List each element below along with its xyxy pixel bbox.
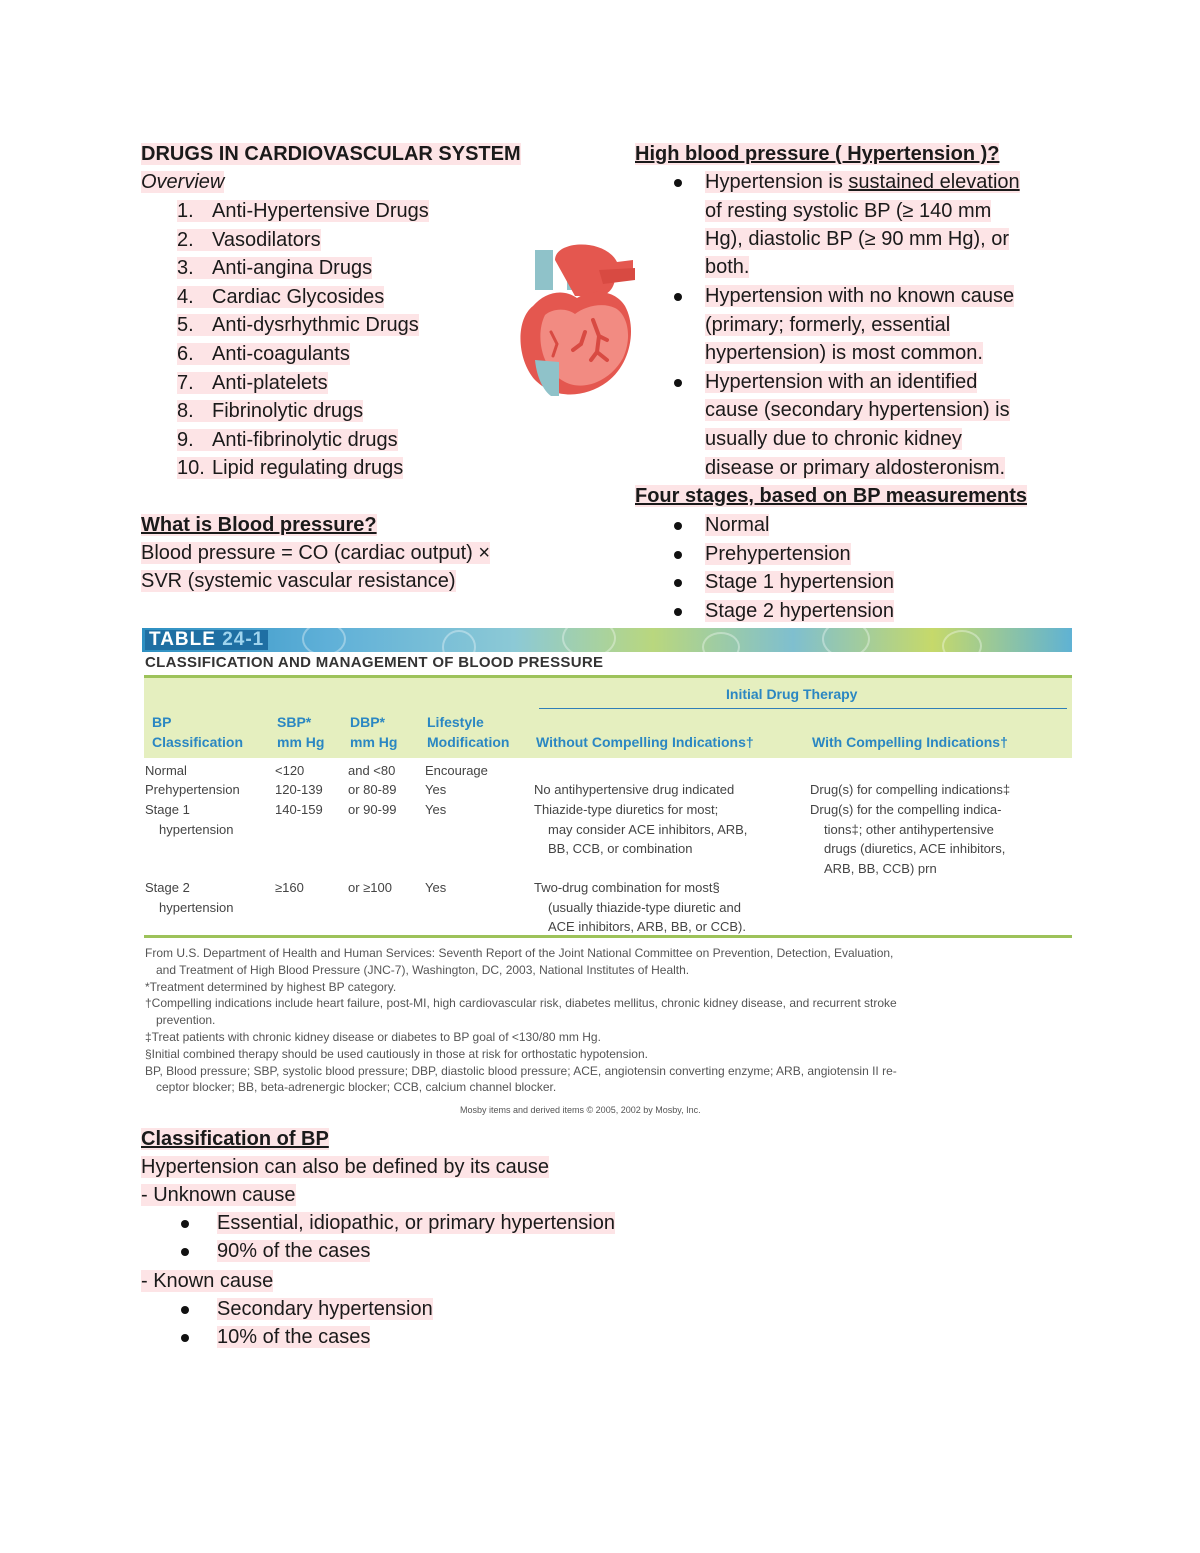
cell-without-indications: Thiazide-type diuretics for most;	[534, 802, 719, 817]
table-bottom-rule	[144, 935, 1072, 938]
footnote-line: §Initial combined therapy should be used cautiously in those at risk for orthostatic hypotension.	[145, 1046, 648, 1061]
table-credit: Mosby items and derived items © 2005, 2002 by Mosby, Inc.	[460, 1105, 701, 1115]
unknown-cause-item-2: 90% of the cases	[217, 1240, 371, 1262]
overview-item	[177, 283, 384, 311]
bullet-dot	[181, 1334, 189, 1342]
overview-item-number: 6.	[177, 343, 194, 365]
bullet-dot	[674, 293, 682, 301]
col-header-lifestyle-1: Lifestyle	[427, 714, 484, 730]
bullet-dot	[674, 608, 682, 616]
overview-item	[177, 226, 321, 254]
bullet-dot	[674, 579, 682, 587]
overview-label: Overview	[141, 171, 225, 193]
cell-bp-class: Prehypertension	[145, 782, 240, 797]
overview-item	[177, 311, 419, 339]
heart-icon	[515, 240, 640, 400]
cell-with-indications: drugs (diuretics, ACE inhibitors,	[824, 841, 1006, 856]
stage-item-text: Normal	[705, 514, 770, 536]
footnote-line: prevention.	[156, 1013, 216, 1028]
overview-item	[177, 397, 363, 425]
footnote-line: *Treatment determined by highest BP category.	[145, 979, 397, 994]
col-header-sbp-1: SBP*	[277, 714, 312, 730]
cell-sbp: 140-159	[275, 802, 323, 817]
col-header-dbp-2: mm Hg	[350, 734, 398, 750]
primary-hypertension-line-2: (primary; formerly, essential	[705, 314, 951, 336]
cell-sbp: ≥160	[275, 880, 304, 895]
cell-dbp: or 90-99	[348, 802, 397, 817]
overview-item-text: Cardiac Glycosides	[212, 285, 385, 308]
overview-item-text: Anti-Hypertensive Drugs	[212, 200, 429, 222]
stage-item	[705, 540, 851, 568]
bullet-dot	[674, 379, 682, 387]
header-divider	[539, 708, 1067, 709]
col-header-lifestyle-2: Modification	[427, 734, 510, 750]
overview-item-number: 4.	[177, 285, 194, 308]
cell-without-indications: (usually thiazide-type diuretic and	[548, 899, 741, 915]
hypertension-definition-line-3: Hg), diastolic BP (≥ 90 mm Hg), or	[705, 228, 1010, 250]
col-header-with: With Compelling Indications†	[812, 734, 1008, 750]
document-title: DRUGS IN CARDIOVASCULAR SYSTEM	[141, 143, 521, 165]
footnote-line: ‡Treat patients with chronic kidney disease or diabetes to BP goal of <130/80 mm Hg.	[145, 1030, 601, 1044]
cell-bp-class: hypertension	[159, 821, 234, 837]
secondary-hypertension-line-3: usually due to chronic kidney	[705, 428, 962, 450]
hypertension-definition-line-2: of resting systolic BP (≥ 140 mm	[705, 200, 992, 222]
cell-with-indications: ARB, BB, CCB) prn	[824, 860, 937, 876]
cell-dbp: or ≥100	[348, 880, 392, 895]
secondary-hypertension-line-4: disease or primary aldosteronism.	[705, 457, 1006, 479]
bp-formula-line-2: SVR (systemic vascular resistance)	[141, 570, 456, 592]
known-cause-label: - Known cause	[141, 1270, 274, 1292]
stage-item-text: Stage 1 hypertension	[705, 571, 895, 594]
cell-with-indications: tions‡; other antihypertensive	[824, 821, 994, 837]
bullet-dot	[674, 551, 682, 559]
cell-sbp: <120	[275, 763, 305, 778]
overview-item	[177, 369, 328, 397]
overview-item	[177, 254, 372, 282]
stage-item	[705, 568, 894, 596]
cell-bp-class: Stage 1	[145, 802, 190, 817]
overview-item-number: 10.	[177, 457, 205, 480]
overview-item-text: Anti-fibrinolytic drugs	[212, 428, 398, 451]
cell-without-indications: Two-drug combination for most§	[534, 880, 720, 895]
cell-without-indications: BB, CCB, or combination	[548, 841, 693, 856]
footnote-line: From U.S. Department of Health and Human Services: Seventh Report of the Joint National Committee on Prevention, Detection, Evaluation,	[145, 946, 894, 960]
stages-heading: Four stages, based on BP measurements	[635, 485, 1027, 507]
cell-without-indications: may consider ACE inhibitors, ARB,	[548, 821, 748, 837]
cell-lifestyle: Encourage	[425, 763, 488, 778]
classification-heading: Classification of BP	[141, 1128, 329, 1150]
overview-item-text: Anti-platelets	[212, 371, 328, 394]
overview-item-number: 9.	[177, 428, 194, 451]
col-header-dbp-1: DBP*	[350, 714, 386, 730]
unknown-cause-item-1: Essential, idiopathic, or primary hypertension	[217, 1212, 615, 1234]
overview-item-number: 5.	[177, 314, 194, 337]
overview-item-text: Anti-coagulants	[212, 343, 350, 365]
overview-item-number: 8.	[177, 400, 194, 423]
overview-item	[177, 197, 429, 225]
col-header-bp-class-1: BP	[152, 714, 172, 730]
hypertension-definition-line-4: both.	[705, 256, 750, 278]
overview-item	[177, 454, 403, 482]
classification-intro: Hypertension can also be defined by its cause	[141, 1156, 550, 1178]
footnote-line: BP, Blood pressure; SBP, systolic blood pressure; DBP, diastolic blood pressure; ACE, angiotensin converting enzyme; ARB, angiotensin II re-	[145, 1063, 897, 1078]
bullet-dot	[181, 1306, 189, 1314]
bp-heading: What is Blood pressure?	[141, 514, 377, 536]
known-cause-item-2: 10% of the cases	[217, 1326, 371, 1348]
footnote-line: ceptor blocker; BB, beta-adrenergic blocker; CCB, calcium channel blocker.	[156, 1080, 557, 1095]
bullet-dot	[181, 1220, 189, 1228]
cell-bp-class: Stage 2	[145, 880, 190, 895]
bullet-dot	[181, 1248, 189, 1256]
stage-item	[705, 511, 769, 539]
bp-classification-table	[142, 628, 1074, 1123]
overview-item-number: 3.	[177, 257, 194, 280]
bp-formula-line-1: Blood pressure = CO (cardiac output) ×	[141, 542, 491, 564]
cell-lifestyle: Yes	[425, 880, 447, 895]
cell-with-indications: Drug(s) for compelling indications‡	[810, 782, 1011, 797]
table-banner	[142, 628, 1072, 652]
overview-item-text: Vasodilators	[212, 228, 321, 251]
hypertension-definition-line-1: Hypertension is sustained elevation	[705, 171, 1020, 193]
cell-bp-class: hypertension	[159, 899, 234, 915]
cell-with-indications: Drug(s) for the compelling indica-	[810, 802, 1002, 817]
overview-item-text: Anti-dysrhythmic Drugs	[212, 314, 419, 337]
footnote-line: †Compelling indications include heart failure, post-MI, high cardiovascular risk, diabetes mellitus, chronic kidney disease, and recurrent stroke	[145, 996, 897, 1011]
primary-hypertension-line-1: Hypertension with no known cause	[705, 285, 1015, 307]
table-header	[144, 675, 1072, 758]
overview-item-text: Lipid regulating drugs	[212, 457, 404, 480]
col-header-bp-class-2: Classification	[152, 734, 244, 750]
overview-item-text: Anti-angina Drugs	[212, 257, 373, 280]
cell-lifestyle: Yes	[425, 782, 447, 797]
overview-item-text: Fibrinolytic drugs	[212, 400, 364, 423]
hypertension-heading: High blood pressure ( Hypertension )?	[635, 143, 1000, 165]
overview-item-number: 1.	[177, 200, 194, 222]
cell-without-indications: No antihypertensive drug indicated	[534, 782, 735, 797]
table-title: CLASSIFICATION AND MANAGEMENT OF BLOOD PRESSURE	[145, 654, 604, 671]
overview-item-number: 2.	[177, 228, 194, 251]
secondary-hypertension-line-2: cause (secondary hypertension) is	[705, 399, 1010, 421]
cell-lifestyle: Yes	[425, 802, 447, 817]
initial-drug-therapy-header: Initial Drug Therapy	[726, 686, 858, 702]
table-number: TABLE 24-1	[145, 630, 268, 650]
stage-item	[705, 597, 894, 625]
overview-item-number: 7.	[177, 371, 194, 394]
primary-hypertension-line-3: hypertension) is most common.	[705, 342, 983, 364]
known-cause-item-1: Secondary hypertension	[217, 1298, 433, 1320]
stage-item-text: Prehypertension	[705, 542, 851, 565]
footnote-line: and Treatment of High Blood Pressure (JNC-7), Washington, DC, 2003, National Institutes of Health.	[156, 962, 690, 977]
overview-item	[177, 340, 350, 368]
cell-sbp: 120-139	[275, 782, 323, 797]
bullet-dot	[674, 179, 682, 187]
unknown-cause-label: - Unknown cause	[141, 1184, 296, 1206]
overview-item	[177, 426, 398, 454]
cell-dbp: and <80	[348, 763, 396, 778]
bullet-dot	[674, 522, 682, 530]
stage-item-text: Stage 2 hypertension	[705, 599, 895, 622]
col-header-without: Without Compelling Indications†	[536, 734, 754, 750]
cell-bp-class: Normal	[145, 763, 187, 778]
col-header-sbp-2: mm Hg	[277, 734, 325, 750]
cell-dbp: or 80-89	[348, 782, 397, 797]
secondary-hypertension-line-1: Hypertension with an identified	[705, 371, 978, 393]
cell-without-indications: ACE inhibitors, ARB, BB, or CCB).	[548, 919, 746, 934]
